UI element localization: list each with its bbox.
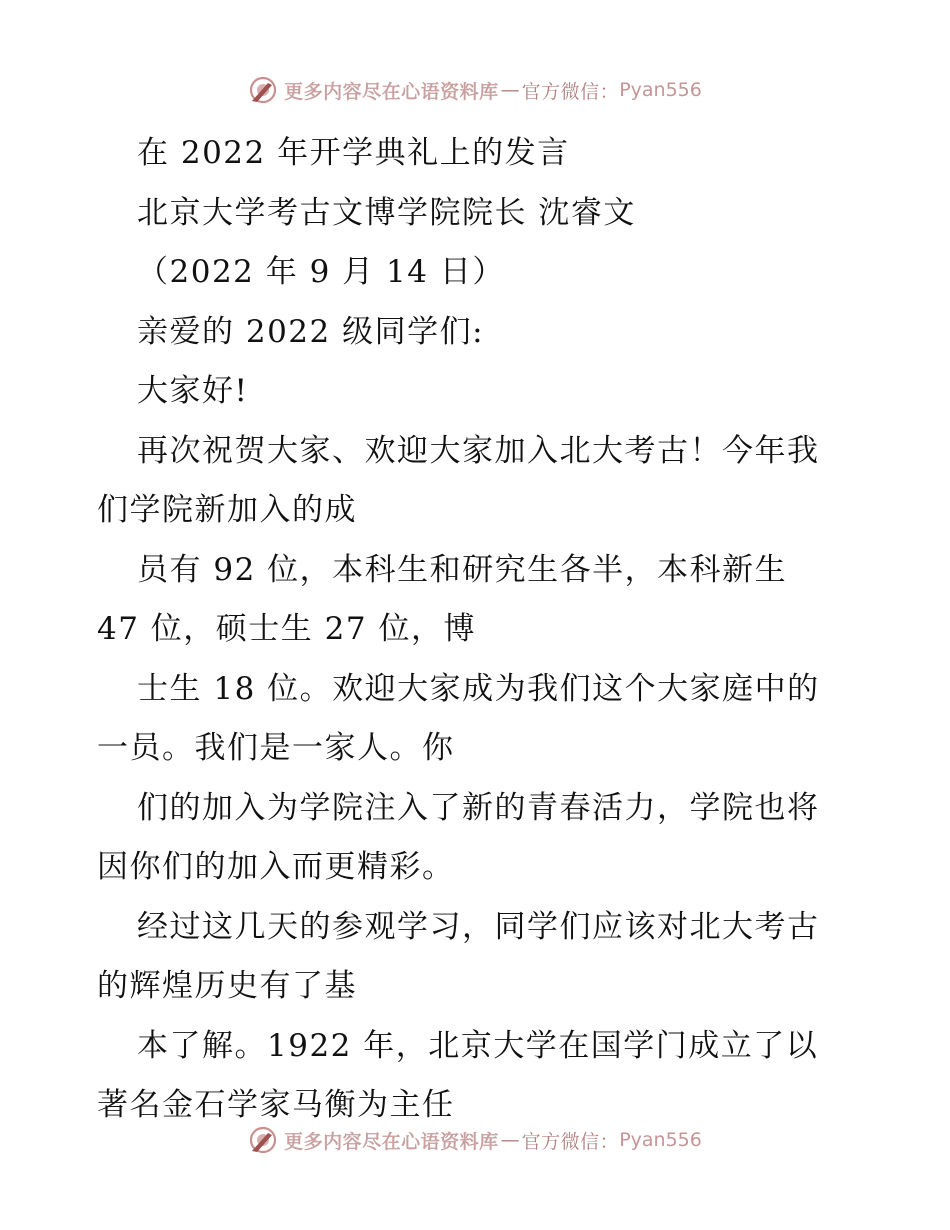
paragraph-line: 的辉煌历史有了基 — [97, 968, 357, 1004]
watermark-wechat-id: Pyan556 — [619, 1129, 702, 1151]
watermark-brand: 更多内容尽在心语资料库 — [284, 80, 499, 103]
document-body — [97, 124, 857, 1136]
paragraph-line: 一员。我们是一家人。你 — [97, 730, 455, 766]
watermark-brand: 更多内容尽在心语资料库 — [284, 1130, 499, 1153]
watermark-wechat-id: Pyan556 — [619, 79, 702, 101]
watermark-dash: — — [500, 1129, 520, 1151]
speaker-line: 北京大学考古文博学院院长 沈睿文 — [137, 194, 636, 231]
paragraph-line: 们的加入为学院注入了新的青春活力，学院也将 — [137, 789, 820, 826]
date-line: （2022 年 9 月 14 日） — [137, 254, 505, 290]
quill-pen-circle-icon — [248, 1125, 278, 1155]
paragraph-line: 因你们的加入而更精彩。 — [97, 849, 455, 885]
paragraph-line: 47 位，硕士生 27 位，博 — [97, 611, 476, 647]
paragraph-line: 本了解。1922 年，北京大学在国学门成立了以 — [137, 1027, 819, 1064]
paragraph-line: 士生 18 位。欢迎大家成为我们这个大家庭中的 — [137, 670, 820, 707]
speech-title: 在 2022 年开学典礼上的发言 — [137, 135, 570, 171]
watermark-dash: — — [500, 79, 520, 101]
watermark-footer — [0, 1122, 950, 1158]
paragraph-line: 们学院新加入的成 — [97, 492, 357, 528]
watermark-official-label: 官方微信： — [521, 80, 620, 103]
salutation: 亲爱的 2022 级同学们: — [137, 313, 485, 350]
paragraph-line: 员有 92 位，本科生和研究生各半，本科新生 — [137, 551, 788, 588]
paragraph-line: 著名金石学家马衡为主任 — [97, 1087, 455, 1123]
watermark-header — [0, 72, 950, 108]
paragraph-line: 经过这几天的参观学习，同学们应该对北大考古 — [137, 908, 820, 945]
watermark-official-label: 官方微信： — [521, 1130, 620, 1153]
paragraph-line: 再次祝贺大家、欢迎大家加入北大考古！今年我 — [137, 432, 820, 469]
quill-pen-circle-icon — [248, 75, 278, 105]
greeting: 大家好! — [137, 373, 249, 409]
